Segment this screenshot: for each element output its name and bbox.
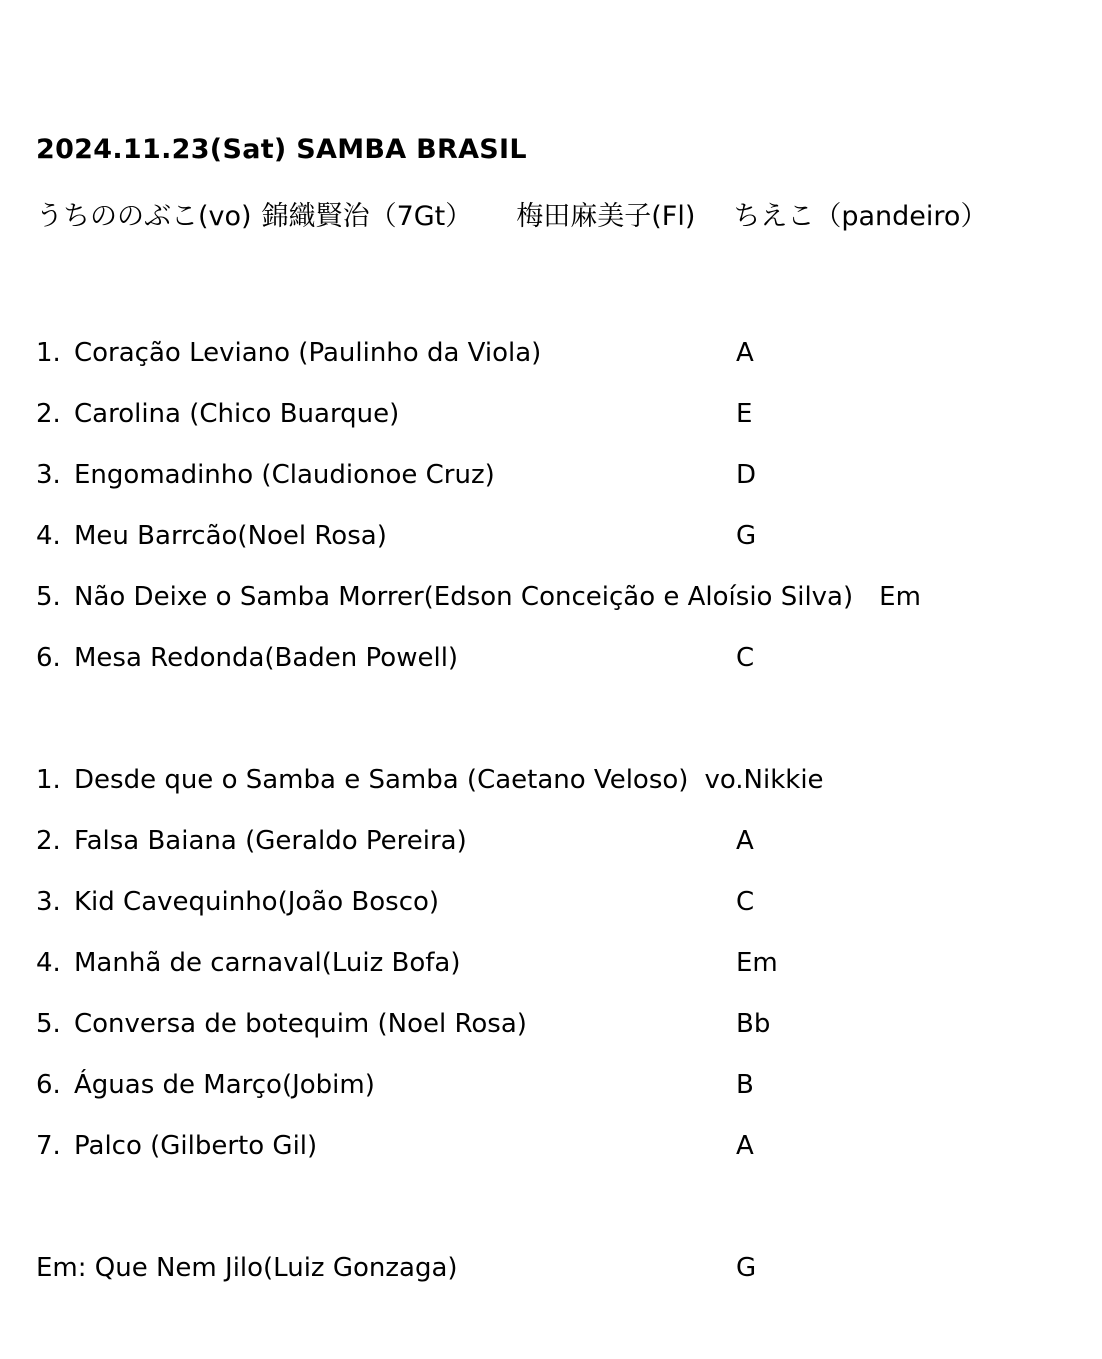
song-number: 5.: [36, 1009, 61, 1039]
song-number: 7.: [36, 1131, 61, 1161]
song-key: Bb: [736, 1009, 771, 1039]
member-flute: 梅田麻美子(Fl): [516, 201, 696, 232]
song-title: Mesa Redonda(Baden Powell): [74, 643, 459, 673]
members-line: [36, 194, 987, 233]
song-key: A: [736, 1131, 754, 1161]
song-number: 1.: [36, 338, 61, 368]
set2-song-row: [36, 882, 439, 922]
song-title: Engomadinho (Claudionoe Cruz): [74, 460, 495, 490]
set1-song-row: [36, 638, 458, 678]
song-title: Desde que o Samba e Samba (Caetano Veloso): [74, 765, 689, 795]
song-title: Falsa Baiana (Geraldo Pereira): [74, 826, 467, 856]
member-pandeiro: ちえこ（pandeiro）: [733, 201, 988, 232]
song-title: Conversa de botequim (Noel Rosa): [74, 1009, 527, 1039]
song-key: Em: [879, 582, 921, 612]
member-vocal: うちののぶこ(vo): [36, 201, 252, 232]
encore-title: Em: Que Nem Jilo(Luiz Gonzaga): [36, 1253, 458, 1283]
encore-key: G: [736, 1253, 757, 1283]
song-key: D: [736, 460, 757, 490]
set1-song-row: [36, 516, 387, 556]
song-number: 3.: [36, 460, 61, 490]
song-key: B: [736, 1070, 754, 1100]
song-key: Em: [736, 948, 778, 978]
song-title: Kid Cavequinho(João Bosco): [74, 887, 440, 917]
song-title: Manhã de carnaval(Luiz Bofa): [74, 948, 461, 978]
song-key: G: [736, 521, 757, 551]
song-vocalist: vo.Nikkie: [704, 765, 824, 795]
set1-song-row: [36, 577, 921, 617]
set2-song-row: [36, 760, 824, 800]
song-title: Meu Barrcão(Noel Rosa): [74, 521, 387, 551]
song-key: A: [736, 826, 754, 856]
song-key: C: [736, 643, 755, 673]
set1-song-row: [36, 394, 399, 434]
page-title: 2024.11.23(Sat) SAMBA BRASIL: [36, 134, 527, 165]
encore-row: [36, 1248, 458, 1288]
song-number: 2.: [36, 826, 61, 856]
song-key: A: [736, 338, 754, 368]
set2-song-row: [36, 1004, 527, 1044]
song-title: Carolina (Chico Buarque): [74, 399, 400, 429]
song-key: E: [736, 399, 753, 429]
set2-song-row: [36, 943, 460, 983]
song-number: 4.: [36, 521, 61, 551]
song-number: 3.: [36, 887, 61, 917]
set1-song-row: [36, 333, 541, 373]
set2-song-row: [36, 821, 467, 861]
set1-song-row: [36, 455, 495, 495]
song-number: 6.: [36, 643, 61, 673]
song-key: C: [736, 887, 755, 917]
song-title: Não Deixe o Samba Morrer(Edson Conceição e Aloísio Silva): [74, 582, 854, 612]
song-number: 1.: [36, 765, 61, 795]
song-title: Palco (Gilberto Gil): [74, 1131, 318, 1161]
song-number: 6.: [36, 1070, 61, 1100]
set2-song-row: [36, 1065, 375, 1105]
song-number: 4.: [36, 948, 61, 978]
member-guitar: 錦織賢治（7Gt）: [261, 201, 473, 232]
song-title: Águas de Março(Jobim): [74, 1070, 375, 1100]
song-number: 2.: [36, 399, 61, 429]
set2-song-row: [36, 1126, 317, 1166]
song-title: Coração Leviano (Paulinho da Viola): [74, 338, 542, 368]
song-number: 5.: [36, 582, 61, 612]
